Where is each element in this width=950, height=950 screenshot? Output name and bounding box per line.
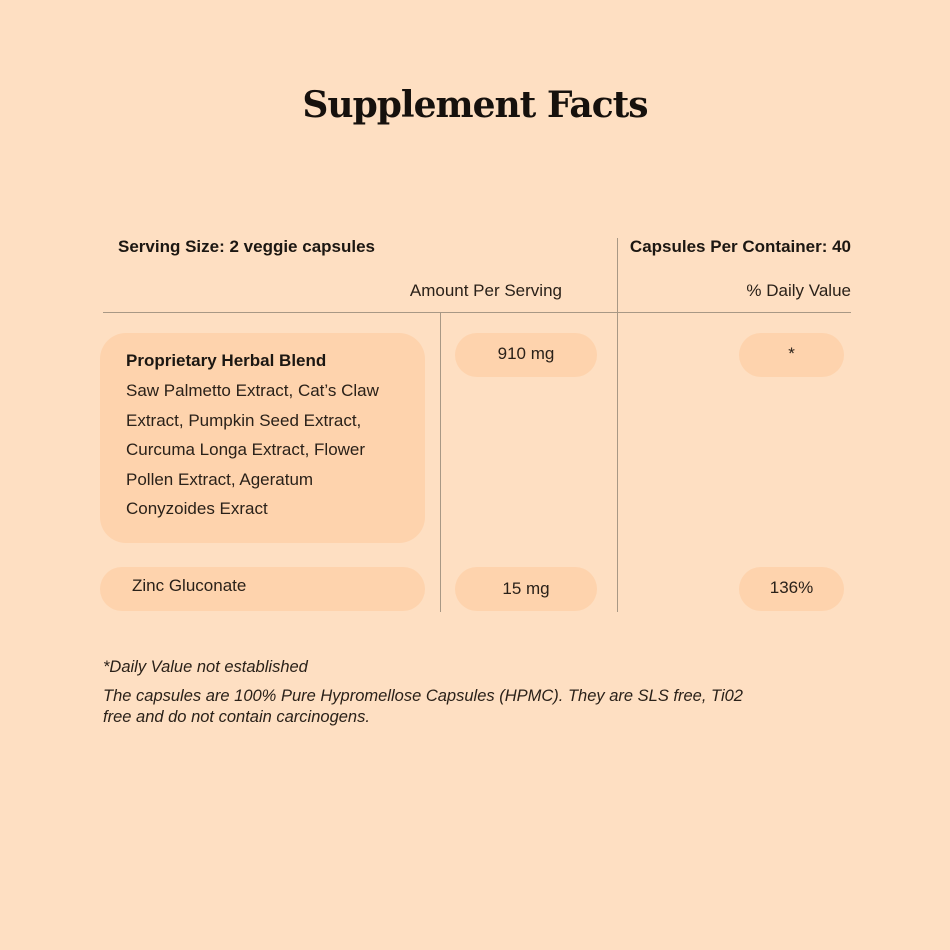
daily-value-header: % Daily Value [746,281,851,300]
header-divider [103,312,851,313]
herbal-blend-name: Proprietary Herbal Blend [126,351,327,370]
capsule-footnote: The capsules are 100% Pure Hypromellose Capsules (HPMC). They are SLS free, Ti02 free and do not contain carcinogens. [103,687,743,726]
zinc-gluconate-name: Zinc Gluconate [132,576,247,595]
page-title: Supplement Facts [302,84,648,126]
zinc-gluconate-amount-pill [455,567,597,611]
herbal-blend-amount: 910 mg [497,344,555,363]
zinc-gluconate-daily-value: 136% [769,578,814,597]
serving-size-label: Serving Size: 2 veggie capsules [118,237,376,256]
capsules-per-container-label: Capsules Per Container: 40 [629,237,851,256]
zinc-gluconate-amount: 15 mg [502,579,550,598]
herbal-blend-daily-value-pill [739,333,844,377]
amount-per-serving-header: Amount Per Serving [409,281,562,300]
zinc-gluconate-daily-value-pill [739,567,844,611]
column-divider-daily-value [617,238,618,612]
herbal-blend-ingredients: Saw Palmetto Extract, Cat’s Claw Extract, Pumpkin Seed Extract, Curcuma Longa Extract, Flower Pollen Extract, Ageratum Conyzoides Exract [126,381,379,518]
daily-value-footnote: *Daily Value not established [103,658,308,676]
herbal-blend-daily-value: * [788,344,795,363]
herbal-blend-amount-pill [455,333,597,377]
column-divider-amount [440,312,441,612]
